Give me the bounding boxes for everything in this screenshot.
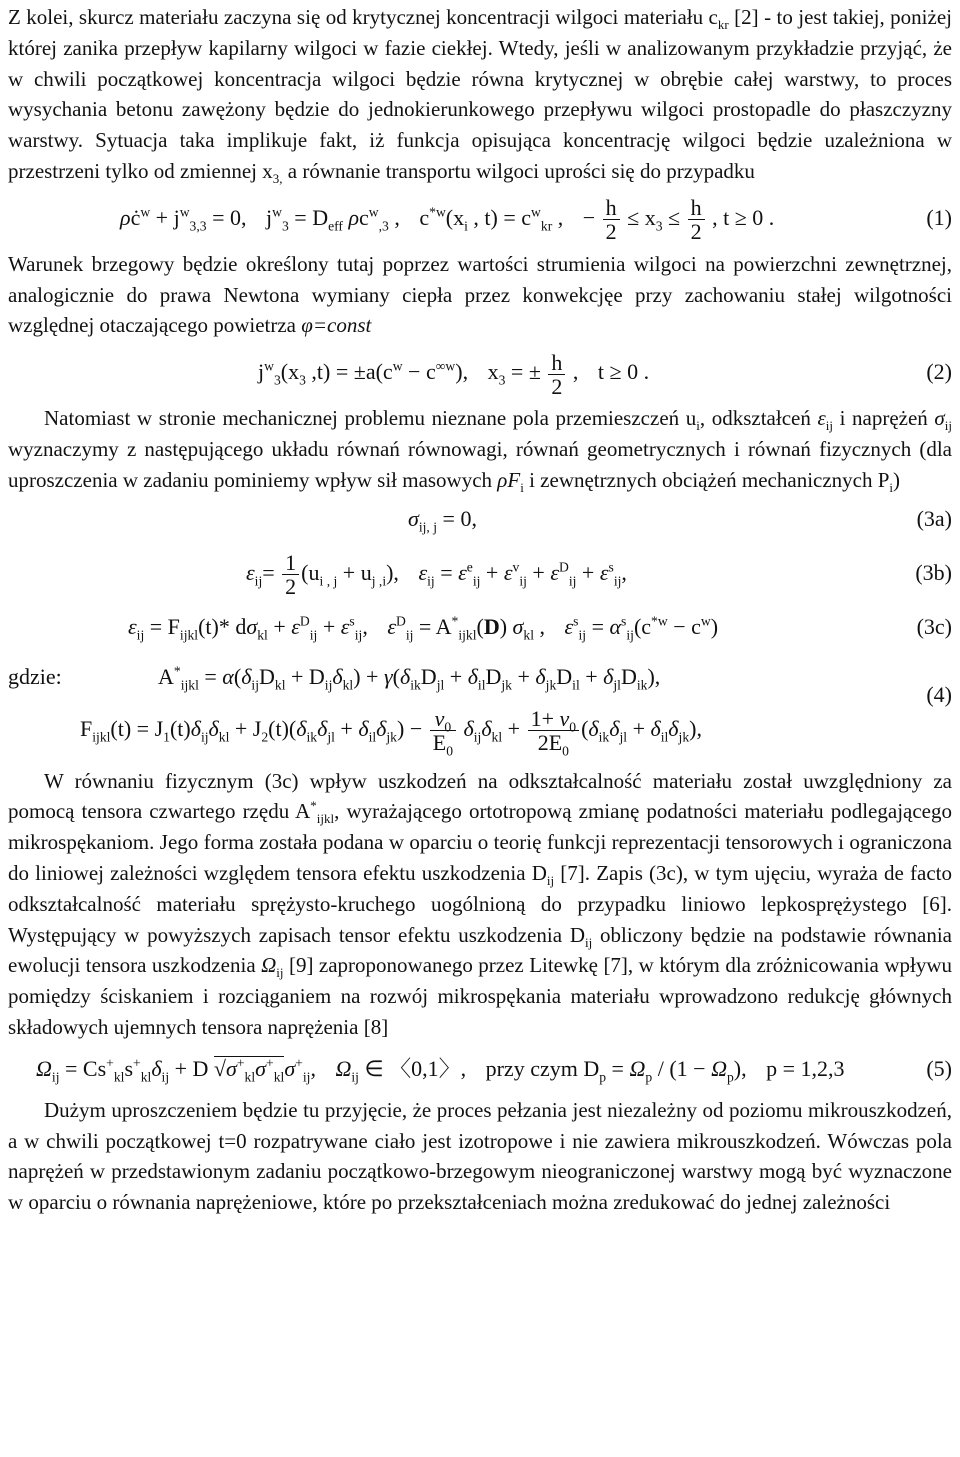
paragraph-1: Z kolei, skurcz materiału zaczyna się od krytycznej koncentracji wilgoci materiału $c_{kr}$ [2] - to jest takiej, poniżej której zanika przepływ kapilarny wilgoci w fazie ciekłej. Wtedy, jeśli w analizowanym przykładzie przyjąć, że w chwili początkowej koncentracja wilgoci będzie równa krytycznej w obrębie całej warstwy, to proces wysychania betonu zawężony będzie do jednokierunkowego przepływu wilgoci prostopadle do płaszczyzny warstwy. Sytuacja taka implikuje fakt, iż funkcja opisująca koncentrację wilgoci będzie uzależniona w przestrzeni tylko od zmiennej $x_{3,}$ a równanie transportu wilgoci uprości się do przypadku: [8, 5, 952, 187]
paragraph-3: Natomiast w stronie mechanicznej problemu nieznane pola przemieszczeń $u_i$, odkształceń $\varepsilon_{ij}$ i naprężeń $\sigma_{ij}$ wyznaczymy z następującego układu równań równowagi, równań geometrycznych i równań fizycznych (dla uproszczenia w zadaniu pominiemy wpływ sił masowych $\rho F_i$ i zewnętrznych obciążeń mechanicznych $P_i$): [8, 406, 953, 495]
equation-3a: $\sigma_{ij, j} = 0$, (3a): [8, 496, 952, 542]
paragraph-5: Dużym uproszczeniem będzie tu przyjęcie, że proces pełzania jest niezależny od poziomu mikrouszkodzeń, a w chwili początkowej t=0 rozpatrywane ciało jest izotropowe i nie zawiera mikrouszkodzeń. Wówczas pola naprężeń w przedstawionym zadaniu początkowo-brzegowym nieograniczonej warstwy mogą być wyznaczone w oparciu o równania naprężeniowe, które po przekształceniach można zredukować do jednej zależności: [8, 1097, 952, 1215]
equation-3c: $\varepsilon_{ij} = F_{ijkl}(t)*$ $d\sigma_{kl} + \varepsilon^D_{ij} + \varepsilon^s_{ij}$, $\varepsilon^D_{ij} = A^*_{ijkl}(D)$ $\sigma_{kl}$ , $\varepsilon^s_{ij} = \alpha^s_{ij}(c^{*w} - c^w)$ (3c): [8, 604, 952, 650]
equation-2: $j^w_3(x_3$ $,t) = \pm a(c^w - c^{\infty w})$, $x_3$ = ± $\frac{h}{2}$ , t ≥ 0 . (2): [8, 341, 952, 403]
paragraph-2: Warunek brzegowy będzie określony tutaj poprzez wartości strumienia wilgoci na powierzchni zewnętrznej, analogicznie do prawa Newtona wymiany ciepła przez konwekcjęe przy zachowaniu stałej wilgotności względnej otaczającego powietrza φ=const: [8, 251, 952, 338]
eq5-text: przy czym: [485, 1055, 578, 1081]
equation-number: (4): [926, 681, 952, 707]
page: [8, 0, 952, 1218]
equation-5: $\Omega_{ij} = Cs^+_{kl}s^+_{kl}\delta_{ij} + D$ $√\sigma^+_{kl}\sigma^+_{kl}\sigma^+_{ij}$, $\Omega_{ij}$ ∈ 〈0,1〉, przy czym $D_p = \Omega_p / (1 - \Omega_p)$, p = 1,2,3 (5): [8, 1043, 952, 1095]
equation-4-line-2: $F_{ijkl}(t) = J_1(t)\delta_{ij}\delta_{kl} + J_2(t)(\delta_{ik}\delta_{jl} + \delta_{il}\delta_{jk})$ − $\frac{\nu_0}{E_0}$ $\delta_{ij}\delta_{kl}$ + $\frac{1+ \nu_0}{2E_0}$ $(\delta_{ik}\delta_{jl} + \delta_{il}\delta_{jk})$, (4): [8, 698, 952, 760]
equation-number: (3b): [915, 559, 952, 585]
equation-3b: $\varepsilon_{ij}=$ $\frac{1}{2}$ $(u_{i , j} + u_{j ,i})$, $\varepsilon_{ij} = \varepsilon^e_{ij} + \varepsilon^v_{ij} + \varepsilon^D_{ij} + \varepsilon^s_{ij}$, (3b): [8, 542, 952, 604]
paragraph-4: W równaniu fizycznym (3c) wpływ uszkodzeń na odkształcalność materiału został uwzględniony za pomocą tensora czwartego rzędu $A^*_{ijkl}$, wyrażającego ortotropową zmianę podatności materiału podlegającego mikrospękaniom. Jego forma została podana w oparciu o teorię funkcji reprezentacji tensorowych i ograniczona do liniowej zależności względem tensora efektu uszkodzenia $D_{ij}$ [7]. Zapis (3c), w tym ujęciu, wyraża de facto odkształcalność materiału sprężysto-kruchego uogólnioną do przypadku liniowo lepkosprężystego [6]. Występujący w powyższych zapisach tensor efektu uszkodzenia $D_{ij}$ obliczony będzie na podstawie równania ewolucji tensora uszkodzenia $\Omega_{ij}$ [9] zaproponowanego przez Litewkę [7], w którym dla zróżnicowania wpływu pomiędzy ściskaniem i rozciąganiem na rozwój mikrospękania materiału wprowadzono redukcję głównych składowych ujemnych tensora naprężenia [8]: [8, 768, 952, 1039]
equation-number: (5): [926, 1055, 952, 1081]
equation-number: (3a): [916, 505, 952, 531]
equation-number: (3c): [916, 613, 952, 639]
equation-1: $\rho ċ^w + j^w_{3,3} = 0$, $j^w_3 = D_{eff}$ $\rho c^w_{,3}$ , $c^{*w}(x_i$ , $t) = c^w_{kr}$ , − $\frac{h}{2}$ ≤ $x_3$ ≤ $\frac{h}{2}$ , t ≥ 0 . (1): [8, 187, 952, 249]
equation-number: (1): [926, 204, 952, 230]
equation-4-line-1: gdzie: $A^*_{ijkl} = \alpha(\delta_{ij}D_{kl} + D_{ij}\delta_{kl}) + \gamma(\delta_{ik}D_{jl} + \delta_{il}D_{jk} + \delta_{jk}D_{il} + \delta_{jl}D_{ik})$,: [8, 650, 952, 704]
gdzie-label: gdzie:: [8, 663, 62, 689]
equation-number: (2): [926, 359, 952, 385]
